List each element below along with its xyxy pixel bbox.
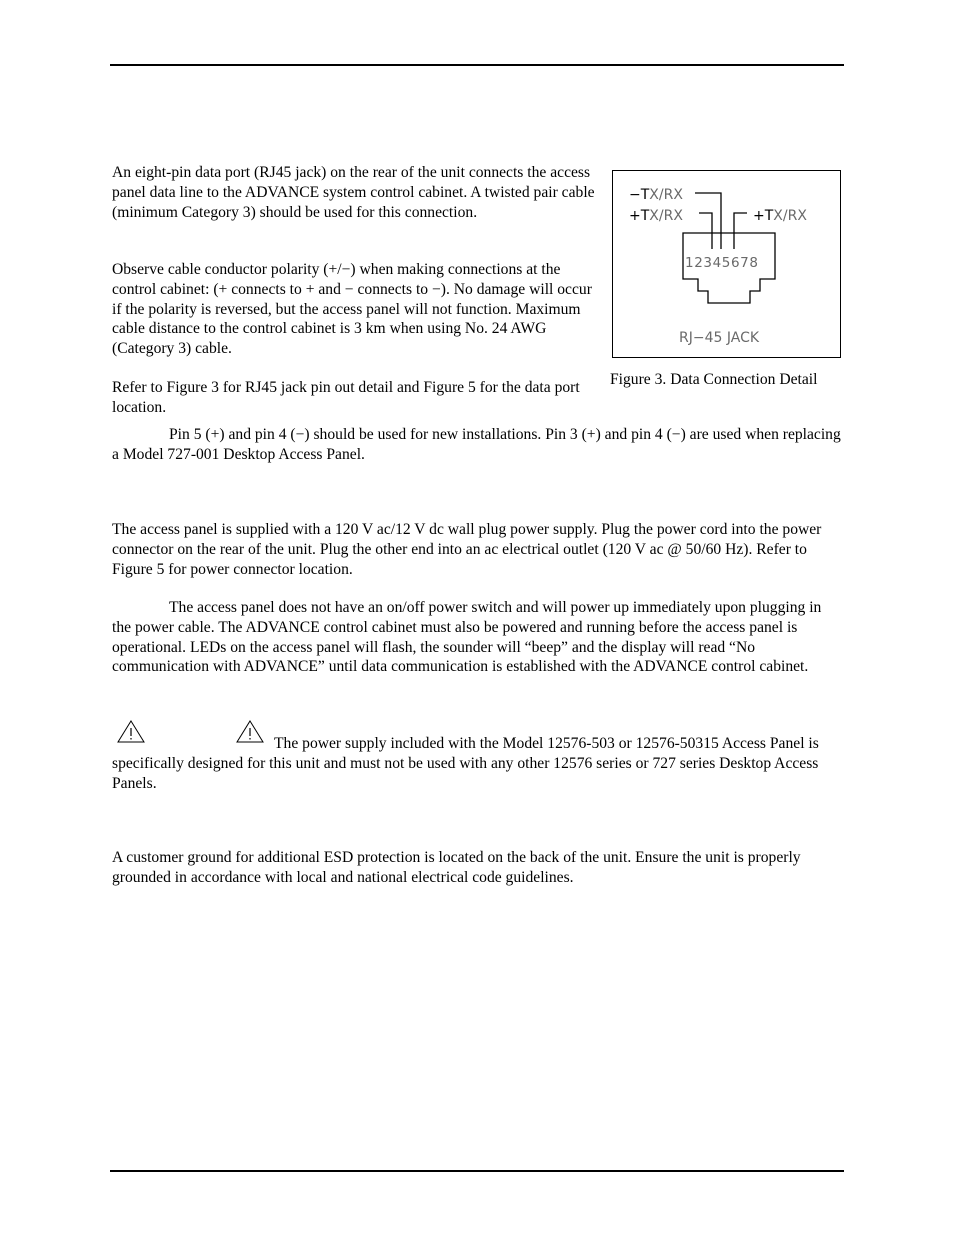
figure-caption: Figure 3. Data Connection Detail	[610, 371, 818, 388]
footer-rule	[110, 1170, 844, 1172]
plus-wire-right	[734, 213, 747, 249]
data-port-paragraph-2: Observe cable conductor polarity (+/−) when making connections at the control cabinet: (+ connects to + and − connects to −). No damage will occur if the polarity is reversed, but the access panel will not function. Maximum cable distance to the control cabinet is 3 km when using No. 24 AWG (Category 3) cable.	[112, 261, 592, 358]
plus-txrx-label-left: +TX/RX	[629, 208, 683, 224]
ground-paragraph-1: A customer ground for additional ESD protection is located on the back of the unit. Ensure the unit is properly grounded in accordance with local and national electrical code guidelines.	[112, 849, 801, 886]
data-port-paragraph-3: Refer to Figure 3 for RJ45 jack pin out detail and Figure 5 for the data port location.	[112, 379, 580, 416]
power-paragraph-2: The access panel does not have an on/off power switch and will power up immediately upon plugging in the power cable. The ADVANCE control cabinet must also be powered and running before the access panel is operational. LEDs on the access panel will flash, the sounder will “beep” and the display will read “No communication with ADVANCE” until data communication is established with the ADVANCE control cabinet.	[112, 599, 822, 676]
plus-wire-left	[699, 213, 712, 249]
plus-txrx-label-right: +TX/RX	[753, 208, 807, 224]
power-paragraph-1: The access panel is supplied with a 120 V ac/12 V dc wall plug power supply. Plug the power cord into the power connector on the rear of the unit. Plug the other end into an ac electrical outlet (120 V ac @ 50/60 Hz). Refer to Figure 5 for power connector location.	[112, 521, 822, 578]
minus-wire	[695, 193, 721, 249]
rj45-jack-diagram	[612, 170, 841, 358]
power-caution-text: The power supply included with the Model 12576-503 or 12576-50315 Access Panel is specifically designed for this unit and must not be used with any other 12576 series or 727 series Desktop Access Panels.	[112, 735, 819, 792]
minus-txrx-label: −TX/RX	[629, 187, 683, 203]
header-rule	[110, 64, 844, 66]
pin-numbers: 12345678	[685, 255, 759, 271]
data-port-paragraph-1: An eight-pin data port (RJ45 jack) on the rear of the unit connects the access panel data line to the ADVANCE system control cabinet. A twisted pair cable (minimum Category 3) should be used for this connection.	[112, 164, 595, 221]
data-port-paragraph-4: Pin 5 (+) and pin 4 (−) should be used for new installations. Pin 3 (+) and pin 4 (−) are used when replacing a Model 727-001 Desktop Access Panel.	[112, 426, 841, 463]
jack-label: RJ−45 JACK	[679, 330, 760, 346]
